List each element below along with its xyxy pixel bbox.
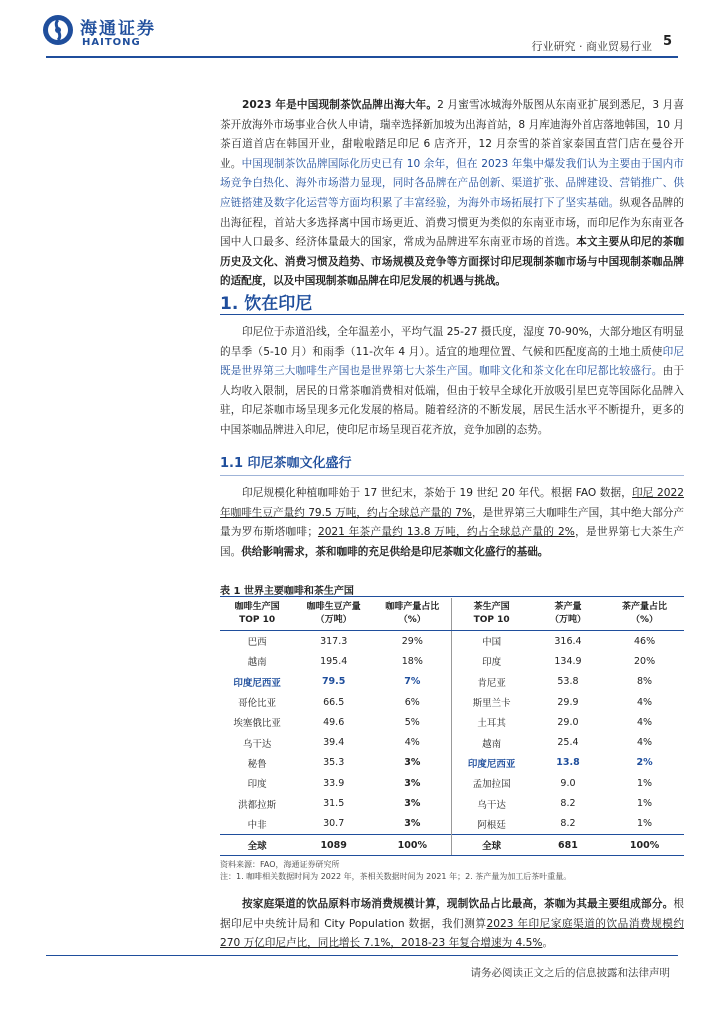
section-heading-1: 1. 饮在印尼 bbox=[220, 294, 313, 314]
closing-paragraph bbox=[220, 895, 684, 954]
cell-highlight: 13.8 bbox=[556, 757, 580, 769]
cell-highlight: 79.5 bbox=[321, 676, 346, 688]
cell: 35.3 bbox=[323, 757, 345, 769]
table-row bbox=[220, 631, 684, 652]
cell: 4% bbox=[637, 696, 653, 708]
cell: 4% bbox=[404, 737, 420, 749]
intro-lead: 2023 年是中国现制茶饮品牌出海大年。 bbox=[242, 99, 438, 111]
section1-1-paragraph bbox=[220, 484, 684, 562]
intro-text-2: 纵观各品牌的出海征程，首站大多选择离中国市场更近、消费习惯更为类似的东南亚市场，而印尼作为东南亚各国中人口最多、经济体量最大的国家，常成为品牌进军东南亚市场的首选。 bbox=[220, 196, 685, 249]
table-row bbox=[220, 651, 684, 671]
table-top-rule bbox=[220, 596, 684, 597]
cell: 印度 bbox=[452, 651, 531, 671]
cell: 8.2 bbox=[560, 798, 576, 810]
table-header-row bbox=[220, 598, 684, 631]
cell-highlight: 印度尼西亚 bbox=[233, 677, 281, 689]
col-tea-country: 茶生产国 TOP 10 bbox=[452, 598, 531, 631]
cell: 1% bbox=[637, 777, 653, 789]
table-total-row bbox=[220, 834, 684, 855]
cell: 31.5 bbox=[323, 798, 345, 810]
cell: 巴西 bbox=[247, 637, 267, 649]
cell: 1% bbox=[637, 798, 653, 810]
cell: 6% bbox=[404, 696, 420, 708]
table-row bbox=[220, 692, 684, 712]
cell: 29% bbox=[401, 635, 423, 647]
cell: 3% bbox=[404, 798, 421, 810]
cell: 681 bbox=[531, 834, 605, 855]
intro-highlight: 中国现制茶饮品牌国际化历史已有 10 余年，但在 2023 年集中爆发我们认为主要由于国内市场竞争白热化、海外市场潜力显现，同时各品牌在产品创新、渠道扩张、品牌建设、营销推广、供应链搭建及数字化运营等方面均积累了丰富经验，为海外市场拓展打下了坚实基础。 bbox=[220, 157, 684, 209]
cell: 39.4 bbox=[323, 737, 345, 749]
cell: 阿根廷 bbox=[452, 814, 531, 835]
section-heading-divider bbox=[220, 314, 684, 315]
cell: 3% bbox=[404, 757, 421, 769]
cell: 53.8 bbox=[557, 676, 579, 688]
cell-highlight: 7% bbox=[404, 676, 421, 688]
cell: 29.9 bbox=[557, 696, 579, 708]
table-row bbox=[220, 814, 684, 835]
cell: 孟加拉国 bbox=[452, 773, 531, 793]
s11-text-3: ，是世界第七大茶生产国。 bbox=[220, 526, 684, 558]
logo-chinese-name: 海通证券 bbox=[80, 19, 156, 39]
col-coffee-share: 咖啡产量占比 （%） bbox=[373, 598, 452, 631]
cell: 33.9 bbox=[323, 777, 345, 789]
subsection-divider bbox=[220, 475, 684, 476]
cell: 乌干达 bbox=[242, 738, 272, 750]
cell: 8% bbox=[637, 676, 653, 688]
table-row bbox=[220, 793, 684, 813]
cell: 越南 bbox=[247, 657, 267, 669]
cell: 5% bbox=[404, 716, 420, 728]
cell: 土耳其 bbox=[452, 712, 531, 732]
cell: 4% bbox=[637, 737, 653, 749]
cell: 4% bbox=[637, 716, 653, 728]
cell: 49.6 bbox=[323, 716, 345, 728]
section1-text-2: 由于人均收入限制，居民的日常茶咖消费相对低端，但由于较早全球化开放吸引星巴克等国际化品牌入驻，印尼茶咖市场呈现多元化发展的格局。随着经济的不断发展，居民生活水平不断提升，更多的中国茶咖品牌进入印尼，使印尼市场呈现百花齐放，竞争加剧的态势。 bbox=[220, 365, 684, 436]
cell: 印度 bbox=[247, 779, 267, 791]
closing-text: 根据印尼中央统计局和 City Population 数据，我们测算 bbox=[220, 898, 684, 930]
cell: 1089 bbox=[294, 834, 373, 855]
closing-fact: 2023 年印尼家庭渠道的饮品消费规模约 270 万亿印尼卢比，同比增长 7.1%，2018-23 年复合增速为 4.5% bbox=[220, 917, 684, 950]
table-row bbox=[220, 732, 684, 752]
footer-divider bbox=[46, 955, 678, 956]
table-title: 表 1 世界主要咖啡和茶生产国 bbox=[220, 586, 354, 597]
cell: 中非 bbox=[247, 819, 267, 831]
haitong-logo-icon bbox=[42, 14, 74, 46]
cell: 秘鲁 bbox=[247, 758, 267, 770]
cell: 25.4 bbox=[557, 737, 579, 749]
table-row bbox=[220, 753, 684, 773]
table-note: 注：1. 咖啡相关数据时间为 2022 年，茶相关数据时间为 2021 年；2. 茶产量为加工后茶叶重量。 bbox=[220, 872, 572, 881]
section1-highlight: 印尼既是世界第三大咖啡生产国也是世界第七大茶生产国。咖啡文化和茶文化在印尼都比较盛行。 bbox=[220, 345, 685, 378]
intro-summary: 本文主要从印尼的茶咖历史及文化、消费习惯及趋势、市场规模及竞争等方面探讨印尼现制茶咖市场与中国现制茶咖品牌的适配度，以及中国现制茶咖品牌在印尼发展的机遇与挑战。 bbox=[220, 236, 685, 288]
section1-paragraph bbox=[220, 323, 684, 441]
cell: 哥伦比亚 bbox=[238, 698, 277, 710]
cell: 29.0 bbox=[557, 716, 579, 728]
closing-end: 。 bbox=[542, 937, 554, 950]
table-row bbox=[220, 773, 684, 793]
page-number: 5 bbox=[662, 34, 672, 49]
intro-text: 2 月蜜雪冰城海外版图从东南亚扩展到悉尼，3 月喜茶开放海外市场事业合伙人申请，瑞幸选择新加坡为出海首站，8 月库迪海外首店落地韩国，10 月茶百道首店在韩国开业，甜啦啦踏足印尼 6 店齐开，12 月奈雪的茶首家泰国直营门店在曼谷开业。 bbox=[220, 99, 684, 170]
producer-table bbox=[220, 598, 684, 856]
cell: 埃塞俄比亚 bbox=[233, 718, 281, 730]
section1-text: 印尼位于赤道沿线，全年温差小，平均气温 25-27 摄氏度，湿度 70-90%，大部分地区有明显的旱季（5-10 月）和雨季（11-次年 4 月）。适宜的地理位置、气候和匹配度高的土地土质使 bbox=[220, 326, 684, 358]
cell: 195.4 bbox=[320, 655, 348, 667]
section-heading-1-1: 1.1 印尼茶咖文化盛行 bbox=[220, 456, 352, 471]
cell: 30.7 bbox=[323, 818, 345, 830]
cell: 20% bbox=[633, 655, 656, 667]
cell: 100% bbox=[605, 834, 684, 855]
closing-lead: 按家庭渠道的饮品原料市场消费规模计算，现制饮品占比最高，茶咖为其最主要组成部分。 bbox=[242, 898, 674, 910]
logo-english-name: HAITONG bbox=[82, 37, 141, 48]
cell: 9.0 bbox=[560, 777, 576, 789]
cell: 乌干达 bbox=[452, 793, 531, 813]
cell: 3% bbox=[404, 777, 421, 789]
cell: 8.2 bbox=[560, 818, 576, 830]
cell: 肯尼亚 bbox=[452, 672, 531, 692]
s11-tea-fact: 2021 年茶产量约 13.8 万吨，约占全球总产量的 2% bbox=[317, 526, 575, 539]
footer-disclaimer: 请务必阅读正文之后的信息披露和法律声明 bbox=[470, 967, 670, 979]
col-tea-output: 茶产量 （万吨） bbox=[531, 598, 605, 631]
cell: 100% bbox=[373, 834, 452, 855]
cell: 越南 bbox=[452, 732, 531, 752]
col-coffee-country: 咖啡生产国 TOP 10 bbox=[220, 598, 294, 631]
cell: 斯里兰卡 bbox=[452, 692, 531, 712]
col-tea-share: 茶产量占比 （%） bbox=[605, 598, 684, 631]
cell: 66.5 bbox=[323, 696, 345, 708]
cell: 46% bbox=[633, 635, 656, 647]
cell: 316.4 bbox=[554, 635, 582, 647]
cell: 中国 bbox=[452, 631, 531, 652]
report-section-label: 行业研究 · 商业贸易行业 bbox=[531, 40, 652, 53]
cell: 3% bbox=[404, 818, 421, 830]
s11-text-2: ，是世界第三大咖啡生产国，其中绝大部分产量为罗布斯塔咖啡； bbox=[220, 506, 685, 539]
table-source: 资料来源：FAO，海通证券研究所 bbox=[220, 860, 340, 869]
cell: 洪都拉斯 bbox=[238, 799, 277, 811]
cell: 全球 bbox=[220, 834, 294, 855]
cell: 1% bbox=[637, 818, 653, 830]
s11-coffee-fact: 印尼 2022 年咖啡生豆产量约 79.5 万吨，约占全球总产量的 7% bbox=[220, 487, 685, 519]
s11-conclusion: 供给影响需求，茶和咖啡的充足供给是印尼茶咖文化盛行的基础。 bbox=[241, 545, 549, 558]
header-divider bbox=[46, 56, 678, 58]
table-row bbox=[220, 672, 684, 692]
cell: 18% bbox=[401, 655, 423, 667]
col-coffee-output: 咖啡生豆产量 （万吨） bbox=[294, 598, 373, 631]
cell: 全球 bbox=[452, 834, 531, 855]
table-row bbox=[220, 712, 684, 732]
cell-highlight: 2% bbox=[636, 757, 653, 769]
cell: 317.3 bbox=[320, 635, 348, 647]
cell-highlight: 印度尼西亚 bbox=[452, 753, 531, 773]
intro-paragraph bbox=[220, 96, 684, 292]
cell: 134.9 bbox=[554, 655, 582, 667]
s11-text: 印尼规模化种植咖啡始于 17 世纪末，茶始于 19 世纪 20 年代。根据 FAO 数据， bbox=[242, 487, 633, 499]
